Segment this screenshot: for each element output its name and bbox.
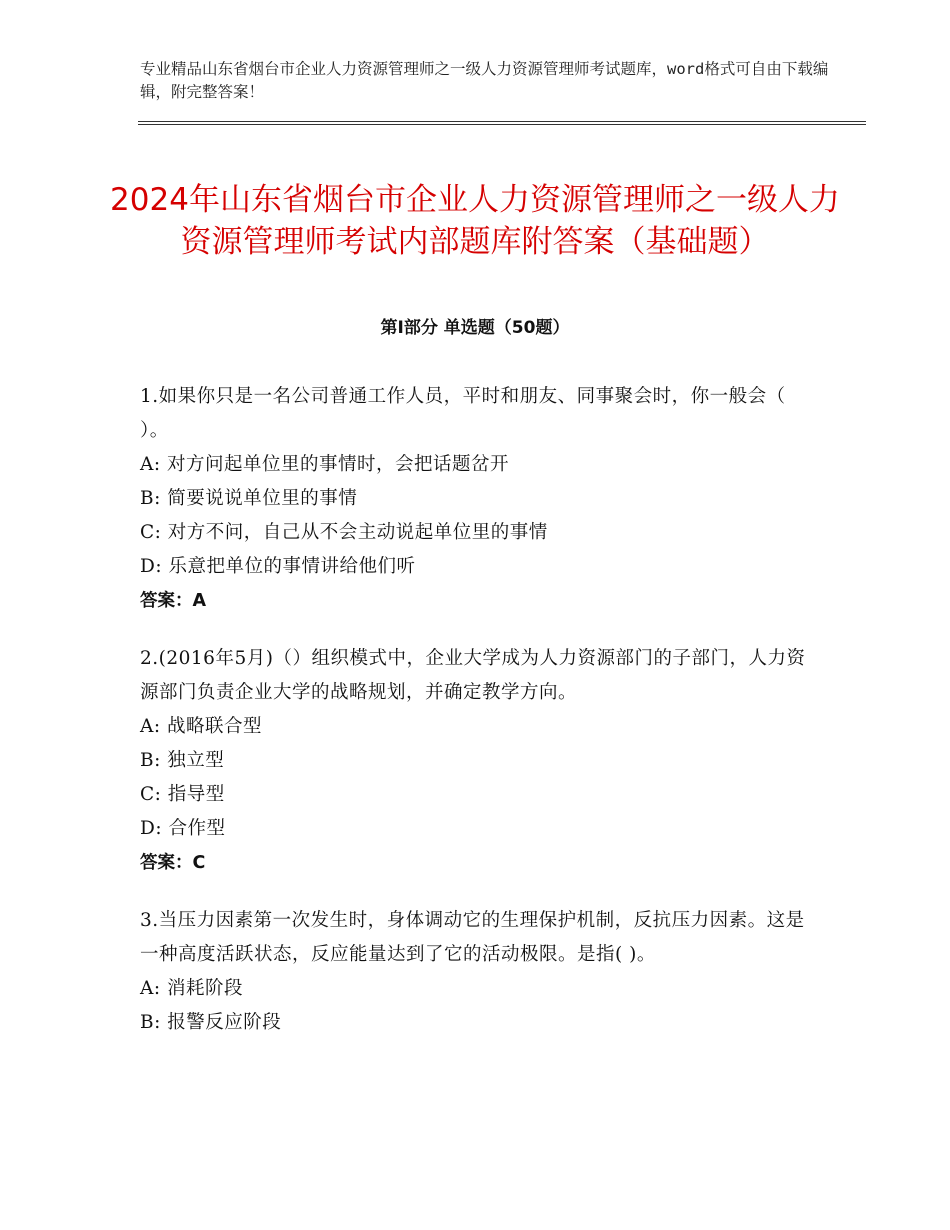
option-a: A: 消耗阶段	[140, 978, 243, 999]
question-stem: 1.如果你只是一名公司普通工作人员，平时和朋友、同事聚会时，你一般会（ ）。	[140, 386, 786, 441]
question-list	[140, 380, 810, 1064]
answer: 答案：A	[140, 591, 207, 611]
option-d: D: 合作型	[140, 818, 226, 839]
header-divider	[138, 121, 866, 125]
option-d: D: 乐意把单位的事情讲给他们听	[140, 556, 416, 577]
option-b: B: 简要说说单位里的事情	[140, 488, 358, 509]
question-3	[140, 904, 810, 1040]
option-a: A: 对方问起单位里的事情时，会把话题岔开	[140, 454, 509, 475]
question-1	[140, 380, 810, 618]
header-note: 专业精品山东省烟台市企业人力资源管理师之一级人力资源管理师考试题库，word格式可自由下载编辑，附完整答案！	[140, 60, 829, 101]
option-c: C: 指导型	[140, 784, 225, 805]
question-stem: 2.(2016年5月)（）组织模式中，企业大学成为人力资源部门的子部门，人力资源部门负责企业大学的战略规划，并确定教学方向。	[140, 648, 806, 703]
option-b: B: 报警反应阶段	[140, 1012, 282, 1033]
document-title: 2024年山东省烟台市企业人力资源管理师之一级人力资源管理师考试内部题库附答案（基础题）	[110, 181, 840, 260]
question-stem: 3.当压力因素第一次发生时，身体调动它的生理保护机制，反抗压力因素。这是一种高度活跃状态，反应能量达到了它的活动极限。是指( )。	[140, 910, 805, 965]
answer: 答案：C	[140, 853, 206, 873]
question-2	[140, 642, 810, 880]
section-title: 第Ⅰ部分 单选题（50题）	[380, 318, 570, 338]
option-c: C: 对方不问，自己从不会主动说起单位里的事情	[140, 522, 548, 543]
option-a: A: 战略联合型	[140, 716, 262, 737]
option-b: B: 独立型	[140, 750, 225, 771]
